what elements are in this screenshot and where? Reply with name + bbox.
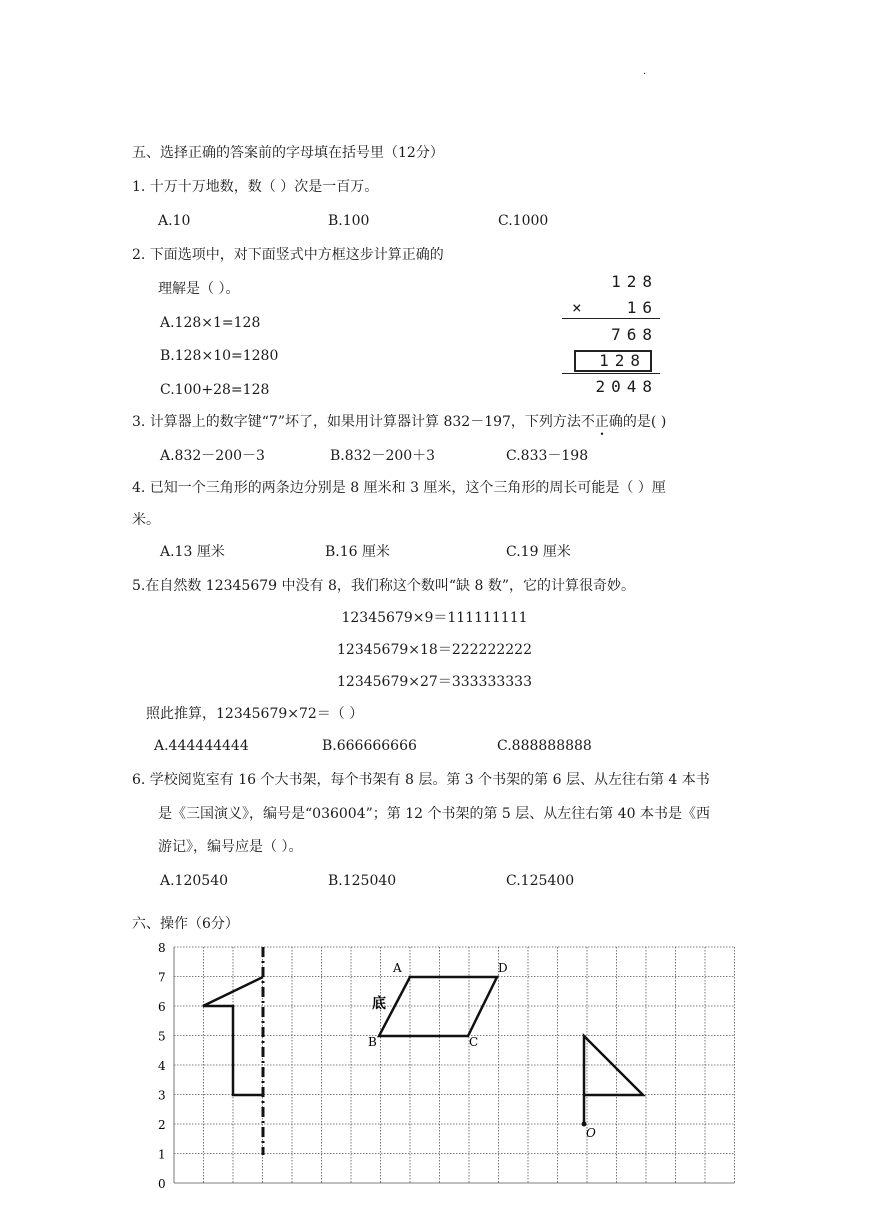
grid-lines <box>174 947 735 1183</box>
arrow-shape <box>203 977 263 1095</box>
q2-option-c: C.100+28=128 <box>160 382 270 398</box>
section6-title: 六、操作（6分） <box>132 916 239 932</box>
q3-stem-post: 的是( ) <box>622 414 667 430</box>
vert-line-2 <box>562 373 660 374</box>
vert-row-16: 16 <box>626 298 658 317</box>
y-axis-labels <box>158 941 166 1191</box>
y-label: 5 <box>158 1029 166 1044</box>
label-b: B <box>368 1035 377 1049</box>
q5-option-a: A.444444444 <box>154 738 249 754</box>
y-label: 1 <box>158 1147 166 1162</box>
q3-option-a: A.832－200－3 <box>160 448 265 464</box>
y-label: 3 <box>158 1088 166 1103</box>
q4-stem-line2: 米。 <box>132 512 160 528</box>
parallelogram <box>379 977 497 1036</box>
q1-option-c: C.1000 <box>498 213 549 229</box>
q6-option-c: C.125400 <box>506 873 575 889</box>
y-label: 8 <box>158 941 166 955</box>
section5-title: 五、选择正确的答案前的字母填在括号里（12分） <box>132 145 444 161</box>
q1-option-a: A.10 <box>158 213 191 229</box>
q3-stem-pre: 3. 计算器上的数字键“7”坏了，如果用计算器计算 832－197，下列方法 <box>132 414 581 430</box>
q5-ask: 照此推算，12345679×72＝（ ） <box>146 706 364 722</box>
label-c: C <box>469 1035 479 1049</box>
q1-option-b: B.100 <box>328 213 370 229</box>
q5-option-b: B.666666666 <box>322 738 417 754</box>
coordinate-grid <box>140 935 760 1195</box>
y-label: 0 <box>158 1177 166 1191</box>
q4-option-a: A.13 厘米 <box>160 544 225 560</box>
q6-line2: 是《三国演义》，编号是“036004”；第 12 个书架的第 5 层、从左往右第 40 本书是《西 <box>158 806 710 822</box>
label-base: 底 <box>372 996 386 1012</box>
q5-equation-1: 12345679×9＝111111111 <box>341 610 528 626</box>
q2-stem-line2: 理解是（ ）。 <box>158 281 240 297</box>
q4-option-c: C.19 厘米 <box>506 544 571 560</box>
label-a: A <box>393 961 402 975</box>
q5-equation-3: 12345679×27＝333333333 <box>337 674 532 690</box>
q2-option-a: A.128×1=128 <box>160 315 261 331</box>
vert-row-768: 768 <box>611 325 658 344</box>
y-label: 2 <box>158 1118 166 1132</box>
multiply-sign: × <box>572 298 582 317</box>
y-label: 6 <box>158 1000 166 1014</box>
q3-stem-emphasis: 不正确 <box>580 414 623 430</box>
q5-option-c: C.888888888 <box>497 738 592 754</box>
right-triangle <box>584 1036 643 1095</box>
q1-stem: 1. 十万十万地数，数（ ）次是一百万。 <box>132 179 379 195</box>
vert-row-128: 128 <box>611 272 658 291</box>
vert-line-1 <box>562 318 660 319</box>
y-label: 4 <box>158 1059 166 1073</box>
q6-option-a: A.120540 <box>160 873 229 889</box>
q3-stem <box>132 413 666 431</box>
label-d: D <box>498 961 508 975</box>
corner-mark: . <box>643 66 647 77</box>
vertical-multiplication <box>560 270 670 400</box>
q3-option-c: C.833－198 <box>506 448 589 464</box>
vert-row-boxed-128: 128 <box>599 351 646 370</box>
label-o: O <box>586 1126 596 1140</box>
q6-line3: 游记》，编号应是（ ）。 <box>158 839 303 855</box>
vert-row-2048: 2048 <box>595 377 658 396</box>
q2-option-b: B.128×10=1280 <box>160 348 279 364</box>
q2-stem-line1: 2. 下面选项中，对下面竖式中方框这步计算正确的 <box>132 247 444 263</box>
q5-equation-2: 12345679×18＝222222222 <box>337 642 532 658</box>
q4-option-b: B.16 厘米 <box>325 544 391 560</box>
q4-stem-line1: 4. 已知一个三角形的两条边分别是 8 厘米和 3 厘米，这个三角形的周长可能是（ ）厘 <box>132 480 666 496</box>
q5-stem: 5.在自然数 12345679 中没有 8，我们称这个数叫“缺 8 数”，它的计算很奇妙。 <box>132 578 635 594</box>
q3-option-b: B.832－200＋3 <box>330 448 436 464</box>
y-label: 7 <box>158 970 166 985</box>
q6-line1: 6. 学校阅览室有 16 个大书架，每个书架有 8 层。第 3 个书架的第 6 层、从左往右第 4 本书 <box>132 772 710 788</box>
q6-option-b: B.125040 <box>328 873 397 889</box>
